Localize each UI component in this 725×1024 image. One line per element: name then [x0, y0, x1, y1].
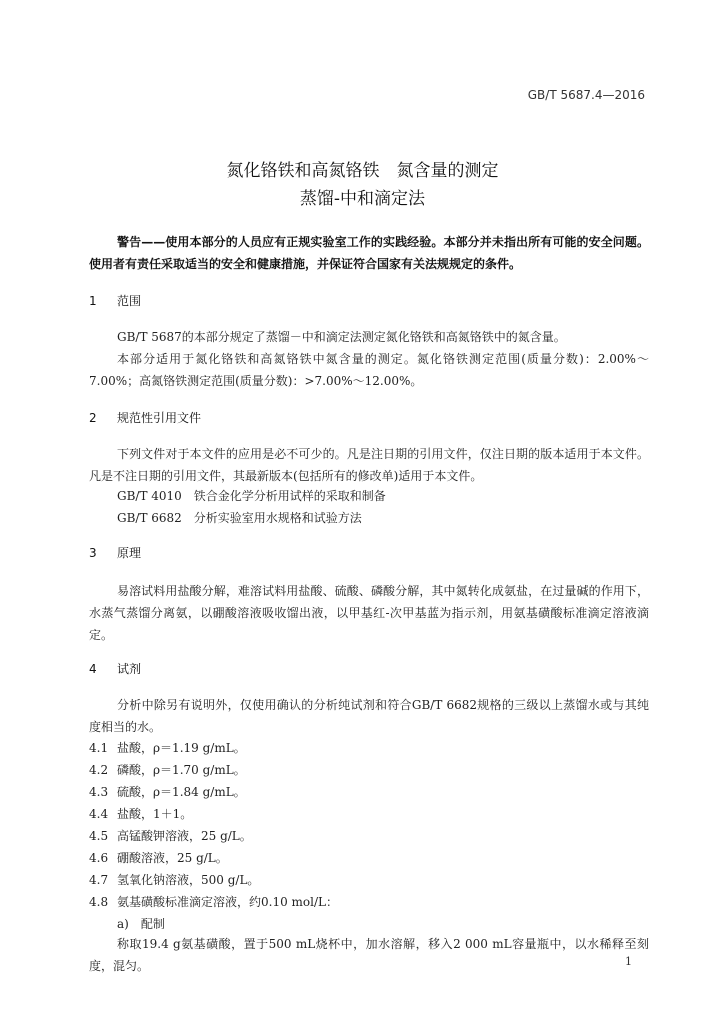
item-text: 氨基磺酸标准滴定溶液，约0.10 mol/L：	[117, 895, 338, 909]
item-number: 4.2	[89, 763, 109, 777]
item-number: 4.8	[89, 895, 109, 909]
item-text: 硼酸溶液，25 g/L。	[117, 851, 228, 865]
section-number: 4	[89, 662, 97, 676]
scope-paragraph-1: GB/T 5687的本部分规定了蒸馏－中和滴定法测定氮化铬铁和高氮铬铁中的氮含量。	[117, 330, 566, 344]
section-heading-principle	[89, 544, 141, 561]
reagent-item	[89, 761, 246, 778]
principle-paragraph: 易溶试料用盐酸分解，难溶试料用盐酸、硫酸、磷酸分解，其中氮转化成氨盐，在过量碱的作用下，水蒸气蒸馏分离氨，以硼酸溶液吸收馏出液，以甲基红-次甲基蓝为指示剂，用氨基磺酸标准滴定溶液滴定。	[89, 584, 649, 642]
reagents-paragraph: 分析中除另有说明外，仅使用确认的分析纯试剂和符合GB/T 6682规格的三级以上蒸馏水或与其纯度相当的水。	[89, 698, 649, 734]
reagent-item	[89, 783, 246, 800]
section-title: 规范性引用文件	[117, 411, 202, 425]
item-number: 4.4	[89, 807, 109, 821]
item-text: 氢氧化钠溶液，500 g/L。	[117, 873, 260, 887]
item-text: 盐酸，1＋1。	[117, 807, 193, 821]
standard-code: GB/T 5687.4—2016	[527, 88, 645, 102]
reagent-item	[89, 739, 246, 756]
scope-paragraph-2: 本部分适用于氮化铬铁和高氮铬铁中氮含量的测定。氮化铬铁测定范围(质量分数)：2.00%～7.00%；高氮铬铁测定范围(质量分数)：>7.00%～12.00%。	[89, 352, 649, 388]
section-title: 原理	[117, 546, 142, 560]
item-text: 硫酸，ρ＝1.84 g/mL。	[117, 785, 246, 799]
item-text: 高锰酸钾溶液，25 g/L。	[117, 829, 252, 843]
reagent-item	[89, 849, 228, 866]
sub-item-a: a) 配制	[117, 917, 165, 931]
normative-paragraph: 下列文件对于本文件的应用是必不可少的。凡是注日期的引用文件，仅注日期的版本适用于本文件。凡是不注日期的引用文件，其最新版本(包括所有的修改单)适用于本文件。	[89, 447, 649, 483]
item-number: 4.3	[89, 785, 109, 799]
normative-reference-1: GB/T 4010 铁合金化学分析用试样的采取和制备	[117, 489, 386, 503]
item-number: 4.5	[89, 829, 109, 843]
reagent-item	[89, 805, 192, 822]
item-number: 4.7	[89, 873, 109, 887]
section-heading-reagents	[89, 660, 141, 677]
section-number: 3	[89, 546, 97, 560]
item-text: 磷酸，ρ＝1.70 g/mL。	[117, 763, 246, 777]
section-number: 2	[89, 411, 97, 425]
reagent-item	[89, 871, 259, 888]
section-title: 范围	[117, 294, 142, 308]
document-title-line2: 蒸馏-中和滴定法	[299, 189, 426, 209]
section-number: 1	[89, 294, 97, 308]
item-number: 4.1	[89, 741, 109, 755]
reagent-item	[89, 827, 252, 844]
section-heading-scope	[89, 292, 141, 309]
section-heading-normative	[89, 409, 201, 426]
document-title-line1: 氮化铬铁和高氮铬铁 氮含量的测定	[226, 161, 499, 181]
item-number: 4.6	[89, 851, 109, 865]
page-number: 1	[625, 955, 632, 968]
reagent-item	[89, 893, 338, 910]
section-title: 试剂	[117, 662, 142, 676]
item-text: 盐酸，ρ＝1.19 g/mL。	[117, 741, 246, 755]
warning-paragraph: 警告——使用本部分的人员应有正规实验室工作的实践经验。本部分并未指出所有可能的安全问题。使用者有责任采取适当的安全和健康措施，并保证符合国家有关法规规定的条件。	[89, 235, 649, 271]
preparation-paragraph: 称取19.4 g氨基磺酸，置于500 mL烧杯中，加水溶解，移入2 000 mL容量瓶中，以水稀释至刻度，混匀。	[89, 937, 649, 973]
normative-reference-2: GB/T 6682 分析实验室用水规格和试验方法	[117, 511, 362, 525]
